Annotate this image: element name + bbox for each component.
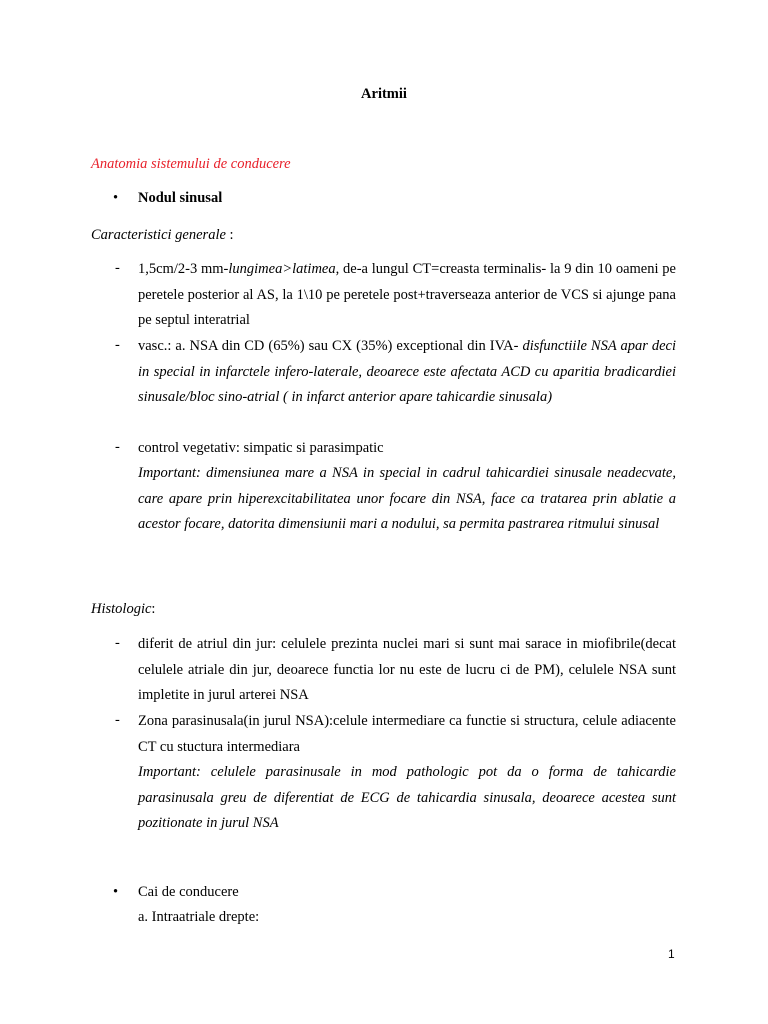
- caracteristici-colon: :: [225, 227, 234, 243]
- sub-item-intraatriale: a. Intraatriale drepte:: [138, 909, 260, 925]
- item1-text-b: lungimea>latimea: [228, 261, 336, 277]
- histologic-label: Histologic: [91, 601, 152, 617]
- list-item-dimensions: [138, 257, 676, 334]
- important-note-1: Important: dimensiunea mare a NSA in special in cadrul tahicardiei sinusale neadecvate, care apare prin hiperexcitabilitatea unor focare din NSA, face ca tratarea prin ablatie a acestor focare, datorita dimensiunii mari a nodului, sa permita pastrarea ritmului sinusal: [138, 465, 676, 532]
- important-note-2: Important: celulele parasinusale in mod pathologic pot da o forma de tahicardie parasinusala greu de diferentiat de ECG de tahicardia sinusala, deoarece acestea sunt pozitionate in jurul NSA: [138, 764, 676, 831]
- dash-marker: -: [115, 712, 120, 728]
- list-item-control-vegetativ: control vegetativ: simpatic si parasimpatic: [138, 440, 384, 456]
- list-item-histology-2: Zona parasinusala(in jurul NSA):celule intermediare ca functie si structura, celule adiacente CT cu stuctura intermediara: [138, 713, 676, 755]
- page-number: 1: [668, 947, 675, 961]
- dash-marker: -: [115, 337, 120, 353]
- bullet-icon: •: [113, 884, 119, 900]
- histologic-colon: :: [151, 601, 156, 617]
- item1-text-c: , de-a lungul CT=creasta terminalis- la 9 din 10 oameni pe peretele posterior al AS, la 1\10 pe peretele post+traverseaza anterior de VCS si ajunge pana pe septul interatrial: [138, 261, 676, 328]
- histologic-heading: [91, 601, 155, 618]
- item2-text-b: disfunctiile NSA apar deci in special in infarctele infero-laterale, deoarece este afectata ACD cu aparitia bradicardiei sinusale/bloc sino-atrial ( in infarct anterior apare tahicardie sinusala): [138, 338, 677, 405]
- heading-nodul-sinusal: Nodul sinusal: [138, 190, 223, 206]
- heading-cai-de-conducere: Cai de conducere: [138, 884, 239, 900]
- dash-marker: -: [115, 260, 120, 276]
- item2-text-a: vasc.: a. NSA din CD (65%) sau CX (35%) exceptional din IVA-: [138, 338, 523, 354]
- bullet-icon: •: [113, 190, 119, 206]
- list-item-histology-1: diferit de atriul din jur: celulele prezinta nuclei mari si sunt mai sarace in miofibrile(decat celulele atriale din jur, deoarece functia lor nu este de lucru ci de PM), celulele NSA sunt impletite in jurul arterei NSA: [138, 636, 676, 703]
- section-heading-anatomy: Anatomia sistemului de conducere: [91, 156, 291, 172]
- document-title: Aritmii: [361, 86, 407, 102]
- item1-text-a: 1,5cm/2-3 mm-: [138, 261, 229, 277]
- caracteristici-label: Caracteristici generale: [91, 227, 226, 243]
- list-item-vascularizatie: [138, 334, 676, 411]
- dash-marker: -: [115, 439, 120, 455]
- dash-marker: -: [115, 635, 120, 651]
- caracteristici-heading: [91, 227, 234, 244]
